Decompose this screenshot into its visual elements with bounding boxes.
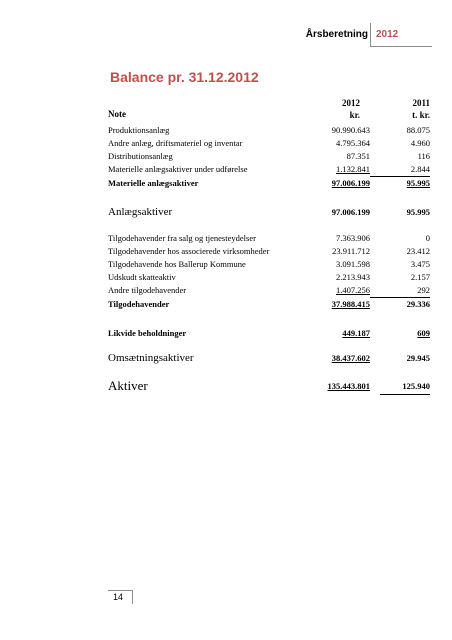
row-label: Materielle anlægsaktiver	[108, 178, 199, 188]
value-2011: 0	[425, 233, 430, 243]
row-label: Tilgodehavender hos associerede virksomheder	[108, 246, 270, 256]
value-2012: 90.990.643	[331, 125, 370, 135]
value-2012: 23.911.712	[332, 246, 370, 256]
row-label: Distributionsanlæg	[108, 151, 173, 161]
value-2012: 449.187	[342, 328, 370, 338]
section-total-row	[108, 206, 430, 218]
value-2012: 1.132.841	[336, 164, 370, 174]
header-divider	[370, 23, 371, 47]
page-number: 14	[113, 592, 124, 602]
col-2012-unit: kr.	[349, 110, 360, 120]
col-2012-header	[342, 97, 360, 121]
value-2012: 135.443.801	[327, 381, 370, 391]
page-title: Balance pr. 31.12.2012	[110, 69, 259, 85]
value-2012: 2.213.943	[336, 272, 370, 282]
value-2011: 23.412	[406, 246, 430, 256]
value-2011: 609	[417, 328, 430, 338]
value-2012: 7.363.906	[336, 233, 370, 243]
value-2012: 97.006.199	[331, 207, 370, 217]
grand-total-rule	[380, 394, 430, 395]
grand-total-row	[108, 380, 430, 392]
row-label: Materielle anlægsaktiver under udførelse	[108, 164, 248, 174]
value-2012: 1.407.256	[336, 285, 370, 295]
value-2011: 125.940	[402, 381, 430, 391]
table-row	[108, 284, 430, 296]
row-label: Andre tilgodehavender	[108, 285, 187, 295]
value-2011: 4.960	[410, 138, 430, 148]
row-label: Likvide beholdninger	[108, 328, 187, 338]
value-2012: 87.351	[346, 151, 370, 161]
row-label: Aktiver	[108, 378, 148, 393]
row-label: Anlægsaktiver	[108, 206, 173, 218]
footer-divider	[132, 590, 133, 604]
value-2011: 95.995	[406, 178, 430, 188]
value-2012: 97.006.199	[331, 178, 370, 188]
table-row	[108, 245, 430, 257]
value-2011: 292	[417, 285, 430, 295]
table-row	[108, 271, 430, 283]
row-label: Tilgodehavender fra salg og tjenesteydelser	[108, 233, 256, 243]
value-2012: 37.988.415	[331, 299, 370, 309]
row-label: Tilgodehavende hos Ballerup Kommune	[108, 259, 246, 269]
value-2011: 95.995	[406, 207, 430, 217]
value-2012: 4.795.364	[336, 138, 370, 148]
value-2011: 29.336	[406, 299, 430, 309]
value-2011: 3.475	[410, 259, 430, 269]
row-label: Tilgodehavender	[108, 299, 170, 309]
subtotal-row	[108, 327, 430, 339]
row-label: Udskudt skatteaktiv	[108, 272, 176, 282]
col-2012-year: 2012	[342, 98, 360, 108]
col-2011-year: 2011	[412, 98, 430, 108]
value-2012: 38.437.602	[331, 353, 370, 363]
report-year: 2012	[376, 29, 399, 40]
report-title: Årsberetning	[305, 29, 368, 40]
col-2011-unit: t. kr.	[412, 110, 430, 120]
table-row	[108, 163, 430, 175]
subtotal-row	[108, 177, 430, 189]
row-label: Andre anlæg, driftsmateriel og inventar	[108, 138, 243, 148]
value-2011: 88.075	[406, 125, 430, 135]
footer-rule	[108, 590, 132, 591]
col-2011-header	[412, 97, 430, 121]
value-2011: 29.945	[406, 353, 430, 363]
row-label: Omsætningsaktiver	[108, 352, 194, 364]
value-2011: 116	[417, 151, 430, 161]
note-column-header: Note	[108, 109, 126, 119]
table-row	[108, 150, 430, 162]
value-2012: 3.091.598	[336, 259, 370, 269]
value-2011: 2.157	[410, 272, 430, 282]
table-row	[108, 124, 430, 136]
value-2011: 2.844	[410, 164, 430, 174]
row-label: Produktionsanlæg	[108, 125, 170, 135]
table-row	[108, 137, 430, 149]
table-row	[108, 258, 430, 270]
subtotal-row	[108, 298, 430, 310]
header-underline	[370, 46, 432, 47]
section-total-row	[108, 352, 430, 364]
table-row	[108, 232, 430, 244]
